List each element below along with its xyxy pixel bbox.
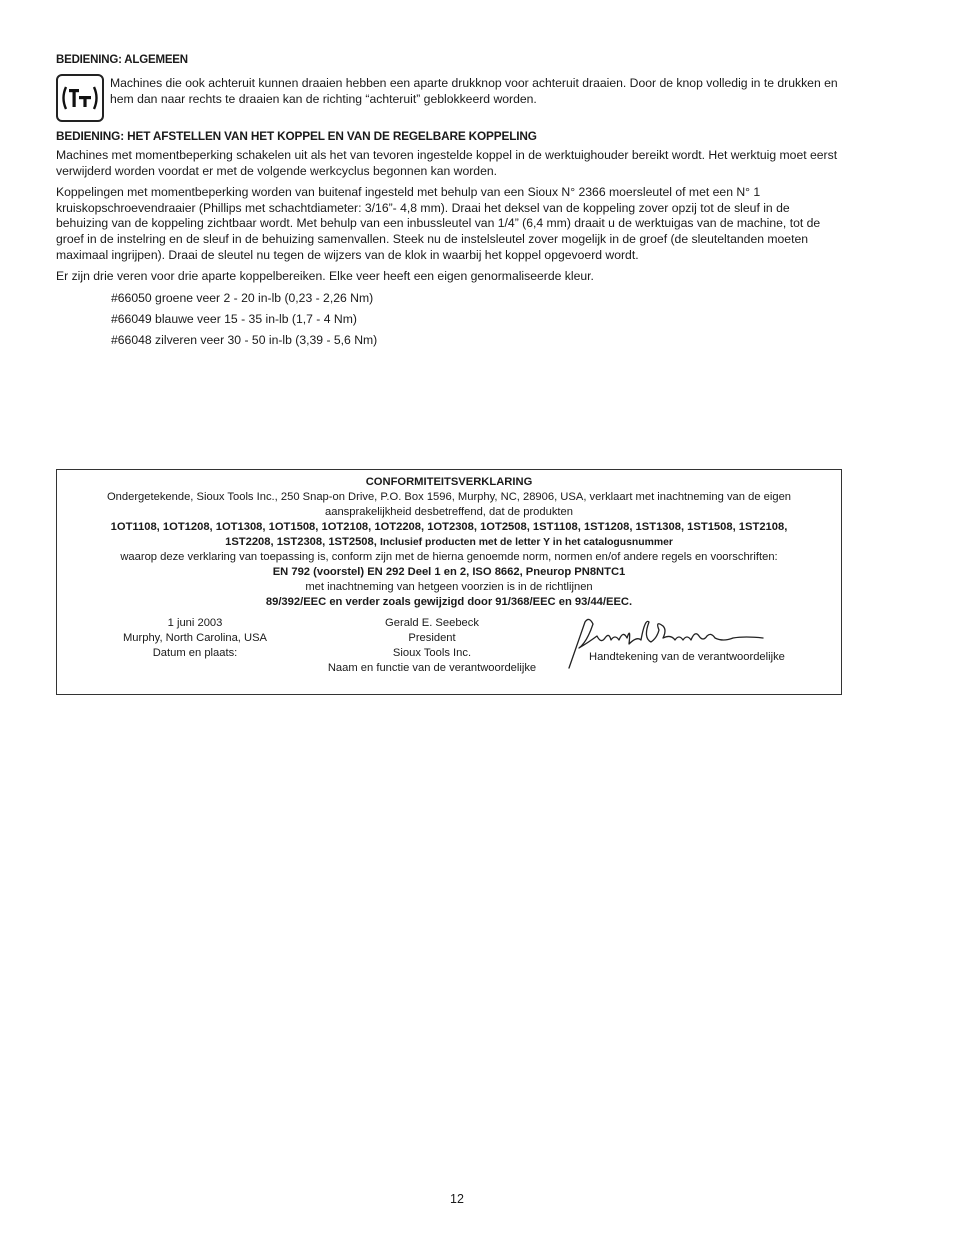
product-list-2 (57, 535, 841, 550)
paragraph-torque-1: Machines met momentbeperking schakelen uit als het van tevoren ingestelde koppel in de werktuighouder bereikt wordt. Het werktuig moet eerst verwijderd worden voordat er met de volgende werkcyclus begonnen kan worden. (56, 148, 838, 178)
spring-item-blue: #66049 blauwe veer 15 - 35 in-lb (1,7 - 4 Nm) (111, 312, 357, 327)
declaration-title: CONFORMITEITSVERKLARING (365, 476, 533, 488)
responsible-company: Sioux Tools Inc. (392, 647, 472, 659)
signature-block (567, 616, 835, 665)
declaration-line-1: Ondergetekende, Sioux Tools Inc., 250 Snap-on Drive, P.O. Box 1596, Murphy, NC, 28906, USA, verklaart met inachtneming van de eigen (106, 491, 792, 503)
spring-item-green: #66050 groene veer 2 - 20 in-lb (0,23 - 2,26 Nm) (111, 290, 374, 305)
declaration-line-2: aansprakelijkheid desbetreffend, dat de produkten (325, 506, 573, 518)
directives-line: 89/392/EEC en verder zoals gewijzigd door 91/368/EEC en 93/44/EEC. (265, 596, 633, 608)
section-heading-general: BEDIENING: ALGEMEEN (56, 54, 188, 66)
spring-list (111, 291, 842, 349)
date-place-label: Datum en plaats: (152, 647, 238, 659)
paragraph-torque-3: Er zijn drie veren voor drie aparte koppelbereiken. Elke veer heeft een eigen genormaliseerde kleur. (56, 269, 594, 284)
responsible-person-block (315, 616, 549, 676)
name-function-label: Naam en functie van de verantwoordelijke (327, 662, 537, 674)
reverse-lock-icon (56, 74, 104, 122)
declaration-place: Murphy, North Carolina, USA (122, 632, 268, 644)
declaration-date: 1 juni 2003 (167, 617, 223, 629)
declaration-line-4: met inachtneming van hetgeen voorzien is in de richtlijnen (305, 581, 593, 593)
signature-label: Handtekening van de verantwoordelijke (589, 651, 785, 663)
reverse-lock-note (56, 76, 842, 122)
product-list-1: 1OT1108, 1OT1208, 1OT1308, 1OT1508, 1OT2108, 1OT2208, 1OT2308, 1OT2508, 1ST1108, 1ST1208, 1ST1308, 1ST1508, 1ST2108, (110, 521, 788, 533)
section-heading-torque: BEDIENING: HET AFSTELLEN VAN HET KOPPEL EN VAN DE REGELBARE KOPPELING (56, 129, 537, 143)
product-list-note: Inclusief producten met de letter Y in het catalogusnummer (379, 537, 673, 548)
norms-line: EN 792 (voorstel) EN 292 Deel 1 en 2, ISO 8662, Pneurop PN8NTC1 (272, 566, 626, 578)
date-place-block (115, 616, 275, 661)
main-content (56, 54, 842, 355)
product-list-2-codes: 1ST2208, 1ST2308, 1ST2508, (225, 536, 377, 548)
responsible-function: President (408, 632, 456, 644)
responsible-name: Gerald E. Seebeck (385, 617, 479, 629)
paragraph-torque-2: Koppelingen met momentbeperking worden van buitenaf ingesteld met behulp van een Sioux N° 2366 moersleutel of met een N° 1 kruiskopschroevendraaier (Phillips met schachtdiameter: 3/16”- 4,8 mm). Draai het deksel van de koppeling zover opzij tot de sleuf in de behuizing van de koppeling zichtbaar wordt. Met behulp van een inbussleutel van 1/4” (6,4 mm) draait u de werktuigas van de machine, tot de groef in de instelring en de sleuf in de behuizing samenvallen. Steek nu de instelsleutel zover mogelijk in de groef (de sleuteltanden moeten maximaal ingrijpen). Draai de sleutel nu tegen de wijzers van de klok in waarbij het koppel opgevoerd wordt. (56, 185, 821, 262)
spring-item-silver: #66048 zilveren veer 30 - 50 in-lb (3,39 - 5,6 Nm) (111, 333, 378, 348)
page-number: 12 (450, 1192, 464, 1206)
reverse-lock-text: Machines die ook achteruit kunnen draaien hebben een aparte drukknop voor achteruit draaien. Door de knop volledig in te drukken en hem dan naar rechts te draaien kan de richting “achteruit” geblokkeerd worden. (110, 76, 838, 106)
declaration-box (56, 469, 842, 695)
declaration-line-3: waarop deze verklaring van toepassing is, conform zijn met de hierna genoemde norm, normen en/of andere regels en voorschriften: (120, 551, 778, 563)
